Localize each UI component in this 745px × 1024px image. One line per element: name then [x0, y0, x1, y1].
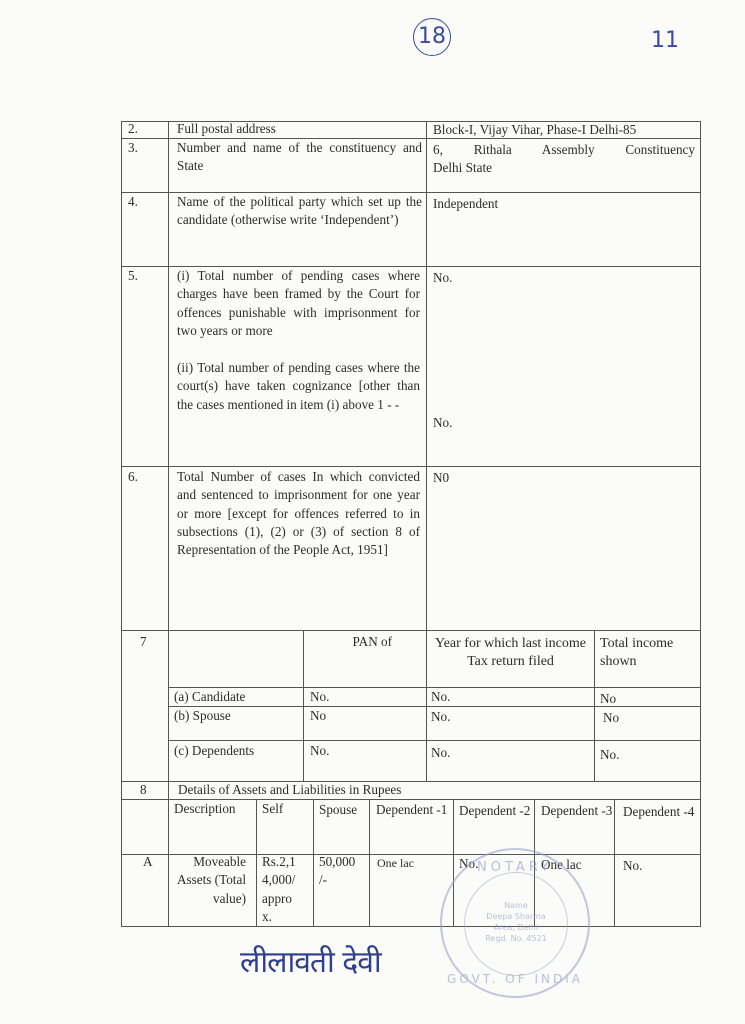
col-description: Description: [174, 801, 236, 816]
row-6-number: 6.: [128, 469, 138, 484]
row-2-value: Block-I, Vijay Vihar, Phase-I Delhi-85: [433, 122, 637, 137]
spouse-label: (b) Spouse: [174, 708, 231, 723]
candidate-income: No: [600, 691, 617, 706]
signature: लीलावती देवी: [240, 945, 381, 980]
row-a-description: Moveable Assets (Total value): [176, 854, 246, 906]
col-self: Self: [262, 801, 284, 816]
row-6-value: N0: [433, 470, 450, 485]
row-4-label: Name of the political party which set up the candidate (otherwise write ‘Independent’): [177, 194, 422, 228]
row-3-number: 3.: [128, 140, 138, 155]
folio-mark: 11: [651, 28, 679, 53]
col-dependent-4: Dependent -4: [623, 804, 695, 819]
spouse-year: No.: [431, 709, 451, 724]
row-a-self: Rs.2,14,000/ appro x.: [262, 854, 296, 924]
page-number-circle: [413, 18, 451, 56]
col-dependent-3: Dependent -3: [541, 803, 613, 818]
row-5-label-ii: (ii) Total number of pending cases where the court(s) have taken cognizance [other than the cases mentioned in item (i) above 1 - -: [177, 360, 420, 412]
stamp-line: Area, Delhi: [493, 923, 539, 932]
stamp-top-text: NOTARY: [477, 860, 553, 875]
assets-title: Details of Assets and Liabilities in Rupees: [178, 782, 402, 797]
income-header: Total income shown: [600, 636, 674, 670]
row-4-number: 4.: [128, 194, 138, 209]
notary-stamp: [440, 848, 590, 998]
row-3-value-line2: Delhi State: [433, 160, 492, 175]
col-spouse: Spouse: [319, 802, 358, 817]
row-a-dependent-4: No.: [623, 858, 643, 873]
col-dependent-1: Dependent -1: [376, 802, 448, 817]
spouse-pan: No: [310, 708, 327, 723]
row-4-value: Independent: [433, 196, 499, 211]
stamp-line: Name: [504, 901, 528, 910]
row-2-label: Full postal address: [177, 121, 276, 136]
row-a-dependent-3: One lac: [541, 857, 582, 872]
dependents-year: No.: [431, 745, 451, 760]
dependents-label: (c) Dependents: [174, 743, 255, 758]
row-5-number: 5.: [128, 268, 138, 283]
year-header: Year for which last income Tax return filed: [435, 636, 586, 670]
row-3-label: Number and name of the constituency and State: [177, 140, 422, 174]
stamp-line: Regd. No. 4521: [485, 934, 547, 943]
stamp-middle: [470, 900, 562, 944]
row-a-dependent-1: One lac: [377, 856, 414, 870]
stamp-bottom-text: GOVT. OF INDIA: [447, 972, 583, 986]
candidate-year: No.: [431, 689, 451, 704]
row-5-label-i: (i) Total number of pending cases where charges have been framed by the Court for offences punishable with imprisonment for two years or more: [177, 268, 420, 338]
row-5-value-ii: No.: [433, 415, 453, 430]
row-7-number: 7: [140, 634, 147, 649]
candidate-label: (a) Candidate: [174, 689, 246, 704]
dependents-pan: No.: [310, 743, 330, 758]
row-6-label: Total Number of cases In which convicted and sentenced to imprisonment for one year or more [except for offences referred to in subsections (1), (2) or (3) of section 8 of Representation of the People Act, 1951]: [177, 469, 420, 558]
row-3-value-line1: 6, Rithala Assembly Constituency: [433, 142, 695, 157]
row-2-number: 2.: [128, 121, 138, 136]
row-a-dependent-2: No.: [459, 856, 479, 871]
stamp-line: Deepa Sharma: [486, 912, 546, 921]
spouse-income: No: [603, 710, 620, 725]
pan-header: PAN of: [352, 634, 392, 649]
col-dependent-2: Dependent -2: [459, 803, 531, 818]
page-number: 18: [418, 24, 446, 49]
row-5-value-i: No.: [433, 270, 453, 285]
row-a-number: A: [143, 854, 153, 869]
candidate-pan: No.: [310, 689, 330, 704]
row-8-number: 8: [140, 782, 147, 797]
row-a-spouse: 50,000 /-: [319, 854, 356, 888]
dependents-income: No.: [600, 747, 620, 762]
